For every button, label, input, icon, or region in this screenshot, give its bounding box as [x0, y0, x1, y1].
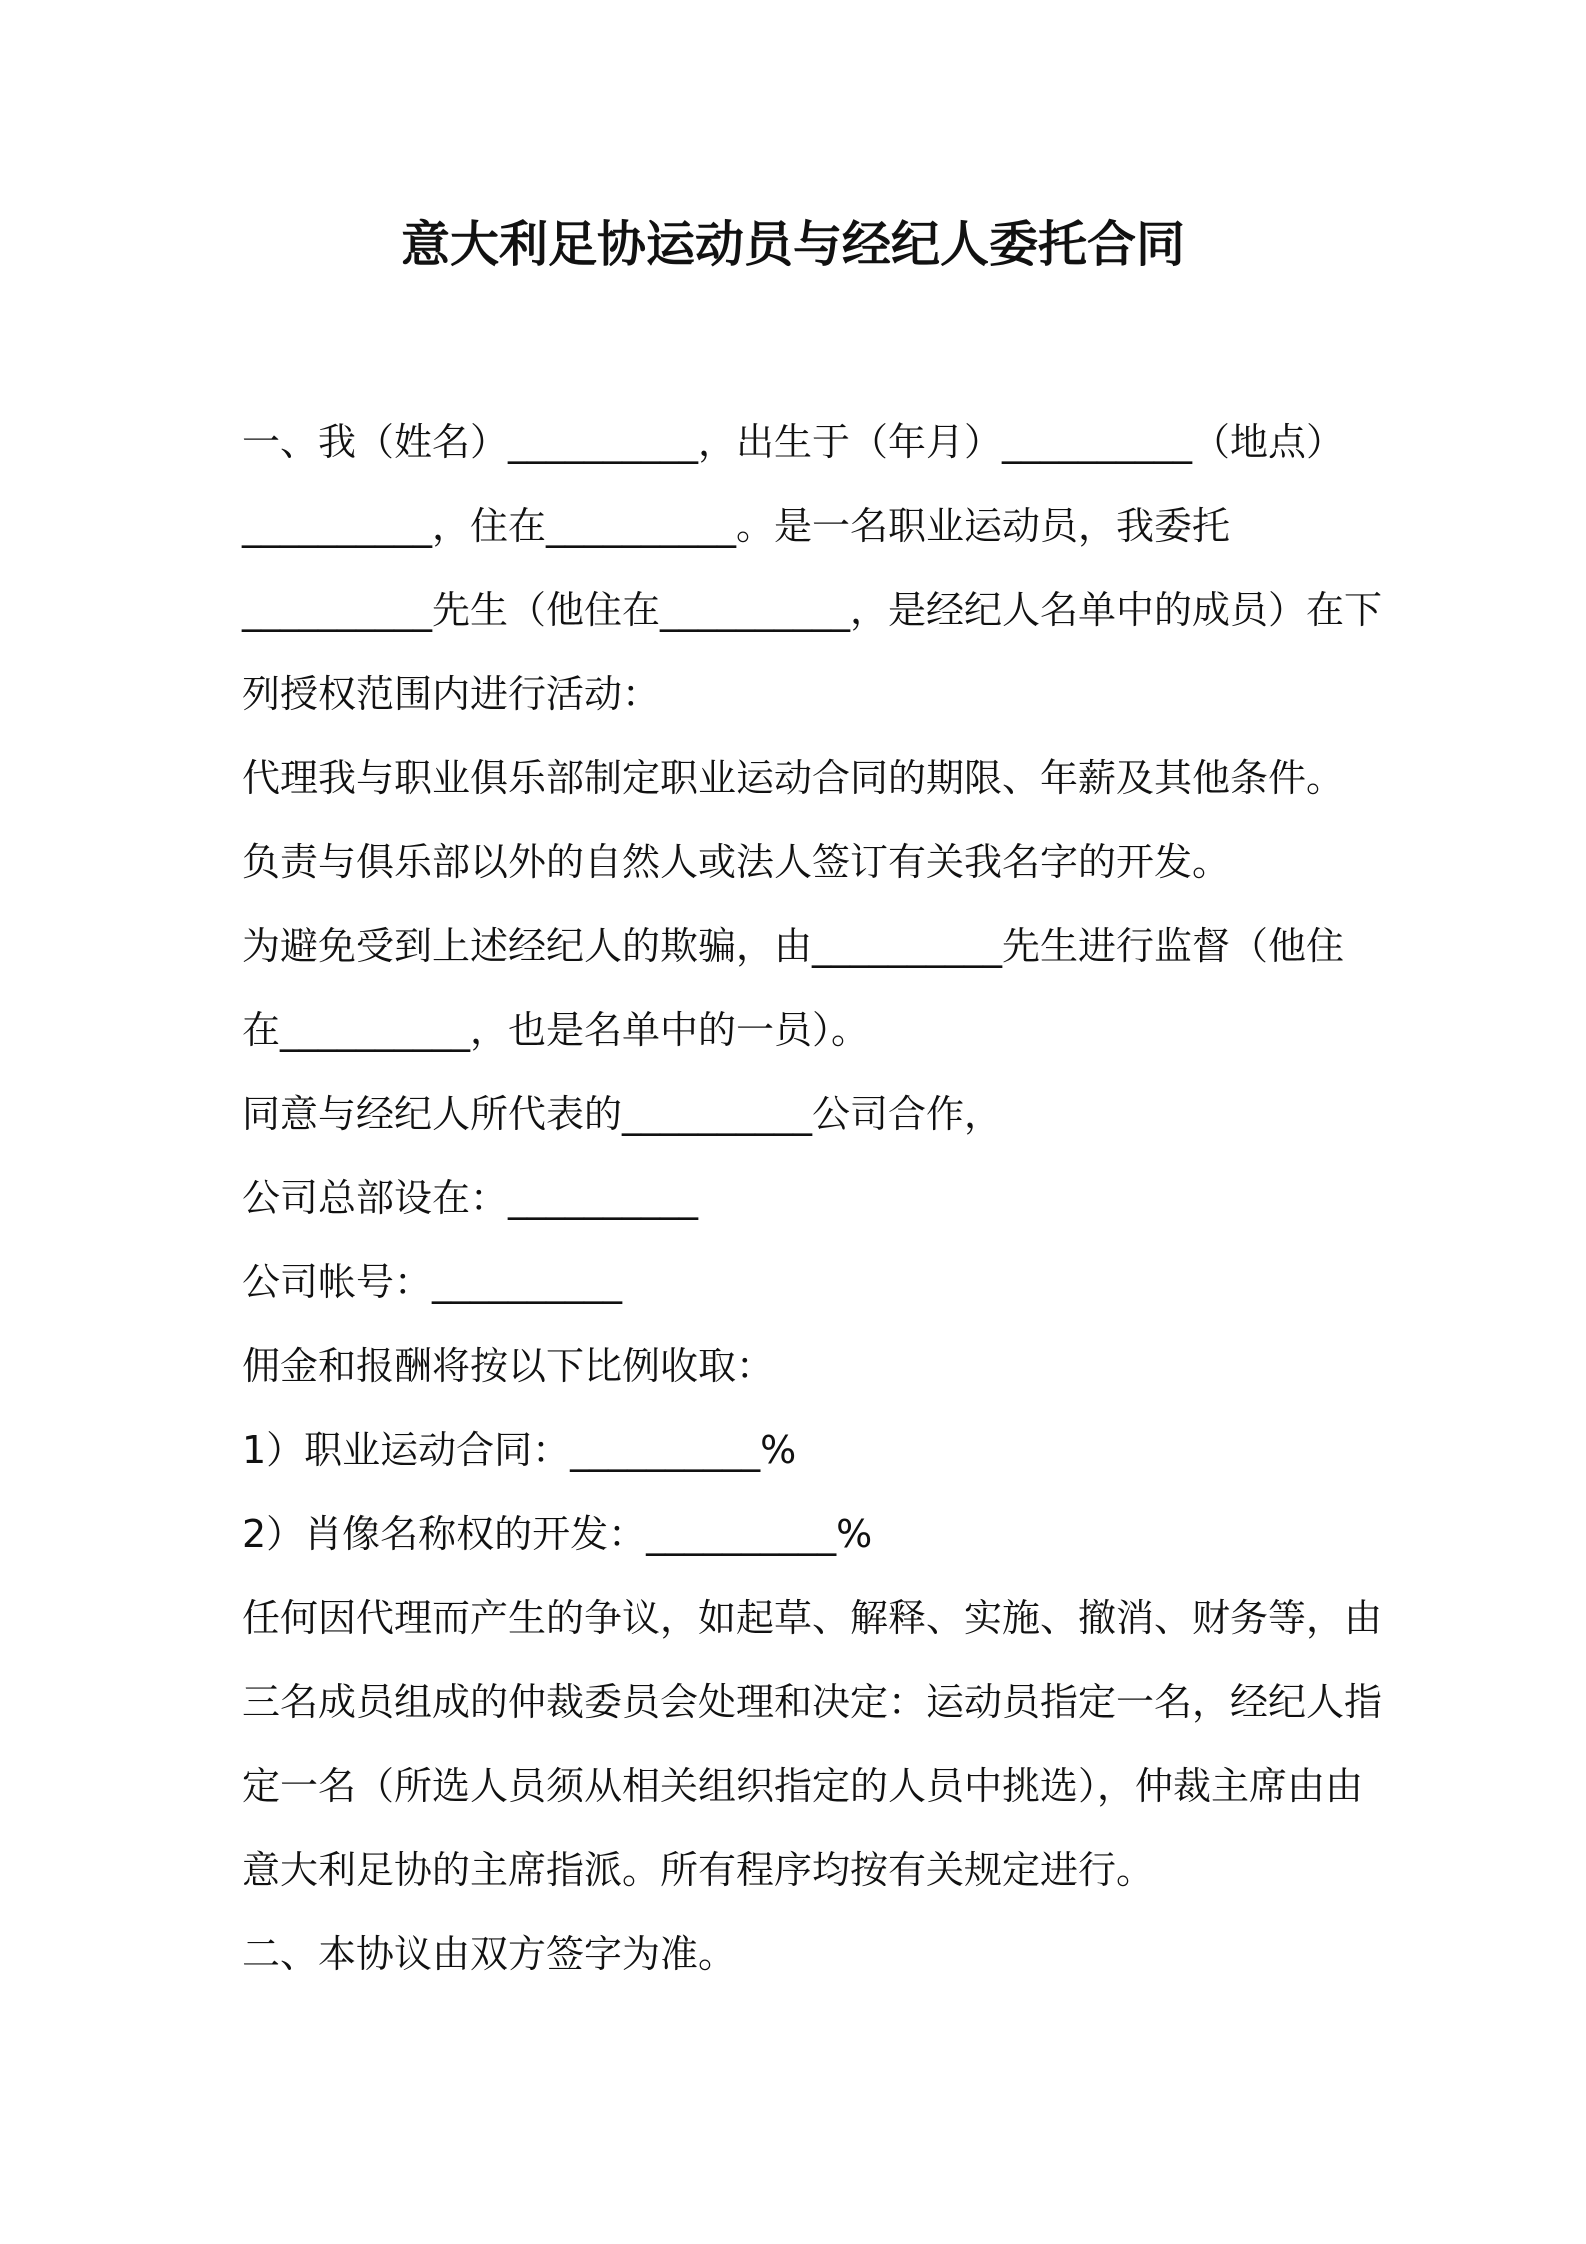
- arbitration-line: 定一名（所选人员须从相关组织指定的人员中挑选），仲裁主席由由: [242, 1764, 1364, 1808]
- authorization-item: 负责与俱乐部以外的自然人或法人签订有关我名字的开发。: [242, 840, 1231, 884]
- clause-1-line: 一、我（姓名）__________，出生于（年月）__________（地点）: [242, 420, 1345, 464]
- supervision-line: 在__________，也是名单中的一员）。: [242, 1008, 870, 1052]
- clause-1-line: 列授权范围内进行活动：: [242, 672, 661, 716]
- supervision-line: 为避免受到上述经纪人的欺骗，由__________先生进行监督（他住: [242, 924, 1345, 968]
- arbitration-line: 三名成员组成的仲裁委员会处理和决定：运动员指定一名，经纪人指: [242, 1680, 1383, 1724]
- document-title: 意大利足协运动员与经纪人委托合同: [400, 216, 1185, 273]
- commission-heading: 佣金和报酬将按以下比例收取：: [242, 1344, 775, 1388]
- authorization-item: 代理我与职业俱乐部制定职业运动合同的期限、年薪及其他条件。: [242, 756, 1345, 800]
- company-headquarters-line: 公司总部设在：__________: [242, 1176, 699, 1220]
- commission-item: 1）职业运动合同：__________%: [242, 1428, 797, 1472]
- document-body: [242, 400, 1383, 1996]
- company-line: 同意与经纪人所代表的__________公司合作，: [242, 1092, 1003, 1136]
- arbitration-line: 意大利足协的主席指派。所有程序均按有关规定进行。: [242, 1848, 1155, 1892]
- company-account-line: 公司帐号：__________: [242, 1260, 623, 1304]
- clause-2-line: 二、本协议由双方签字为准。: [242, 1932, 737, 1976]
- arbitration-line: 任何因代理而产生的争议，如起草、解释、实施、撤消、财务等，由: [242, 1596, 1383, 1640]
- clause-1-line: __________，住在__________。是一名职业运动员，我委托: [242, 504, 1231, 548]
- clause-1-line: __________先生（他住在__________，是经纪人名单中的成员）在下: [242, 588, 1383, 632]
- commission-item: 2）肖像名称权的开发：__________%: [242, 1512, 873, 1556]
